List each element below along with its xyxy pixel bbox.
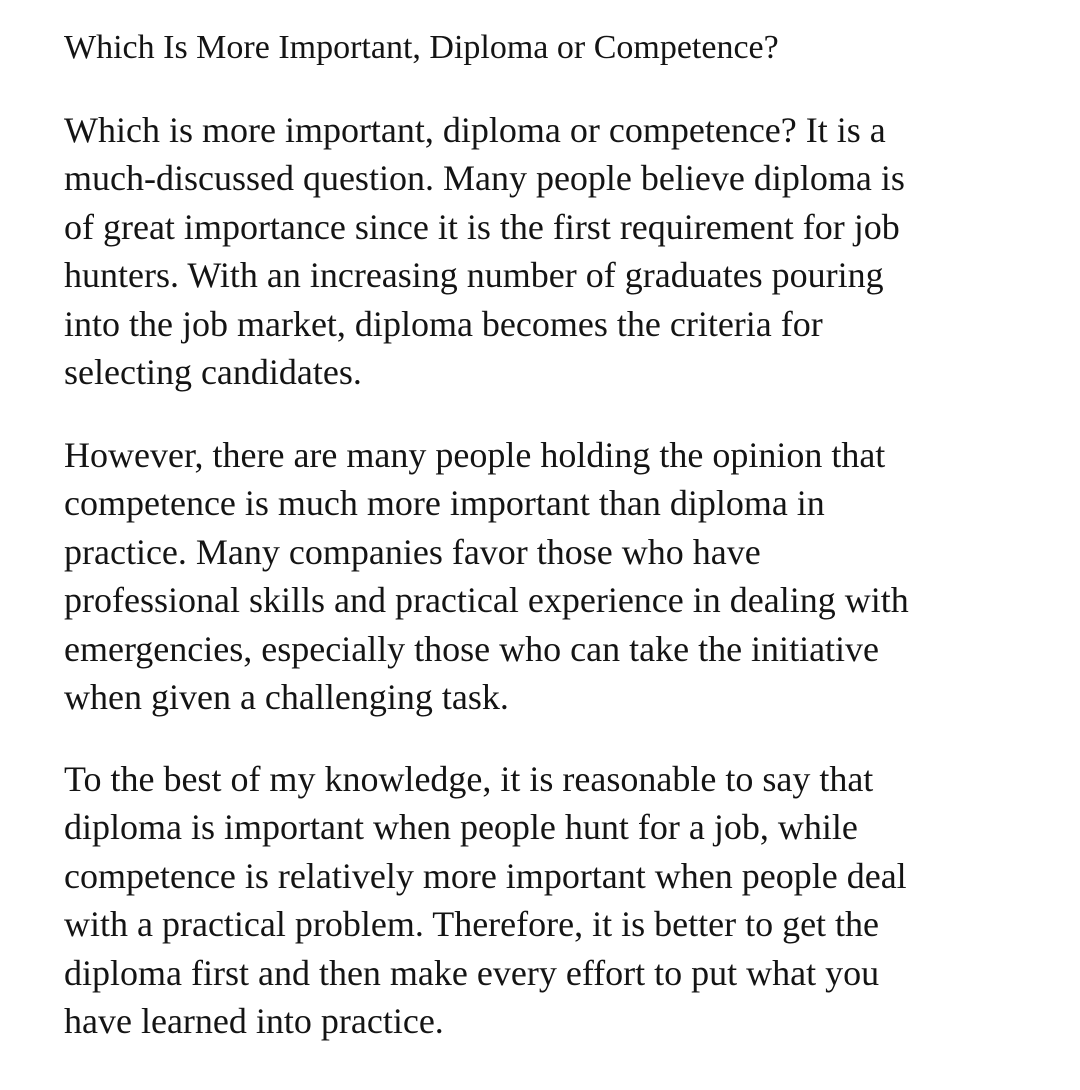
paragraph-1 — [64, 106, 905, 396]
paragraph-line: To the best of my knowledge, it is reasonable to say that — [64, 759, 874, 799]
paragraph-line: selecting candidates. — [64, 352, 362, 393]
paragraph-line: into the job market, diploma becomes the criteria for — [64, 303, 823, 344]
paragraph-line: competence is relatively more important when people deal — [64, 855, 907, 896]
paragraph-line: competence is much more important than diploma in — [64, 483, 825, 524]
paragraph-line: professional skills and practical experience in dealing with — [64, 580, 909, 621]
paragraph-line: practice. Many companies favor those who have — [64, 531, 761, 572]
paragraph-line: hunters. With an increasing number of graduates pouring — [64, 255, 884, 296]
paragraph-line: emergencies, especially those who can take the initiative — [64, 628, 880, 669]
paragraph-line: diploma first and then make every effort to put what you — [64, 952, 880, 993]
paragraph-line: with a practical problem. Therefore, it is better to get the — [64, 904, 880, 945]
paragraph-line: However, there are many people holding the opinion that — [64, 435, 886, 475]
paragraph-line: Which is more important, diploma or competence? It is a — [64, 110, 886, 150]
paragraph-line: diploma is important when people hunt for a job, while — [64, 807, 858, 848]
paragraph-line: have learned into practice. — [64, 1001, 444, 1042]
essay-title: Which Is More Important, Diploma or Competence? — [64, 29, 779, 66]
paragraph-2 — [64, 431, 909, 721]
paragraph-line: of great importance since it is the first requirement for job — [64, 206, 900, 247]
paragraph-line: much-discussed question. Many people believe diploma is — [64, 158, 905, 199]
paragraph-3 — [64, 755, 907, 1045]
paragraph-line: when given a challenging task. — [64, 677, 509, 718]
